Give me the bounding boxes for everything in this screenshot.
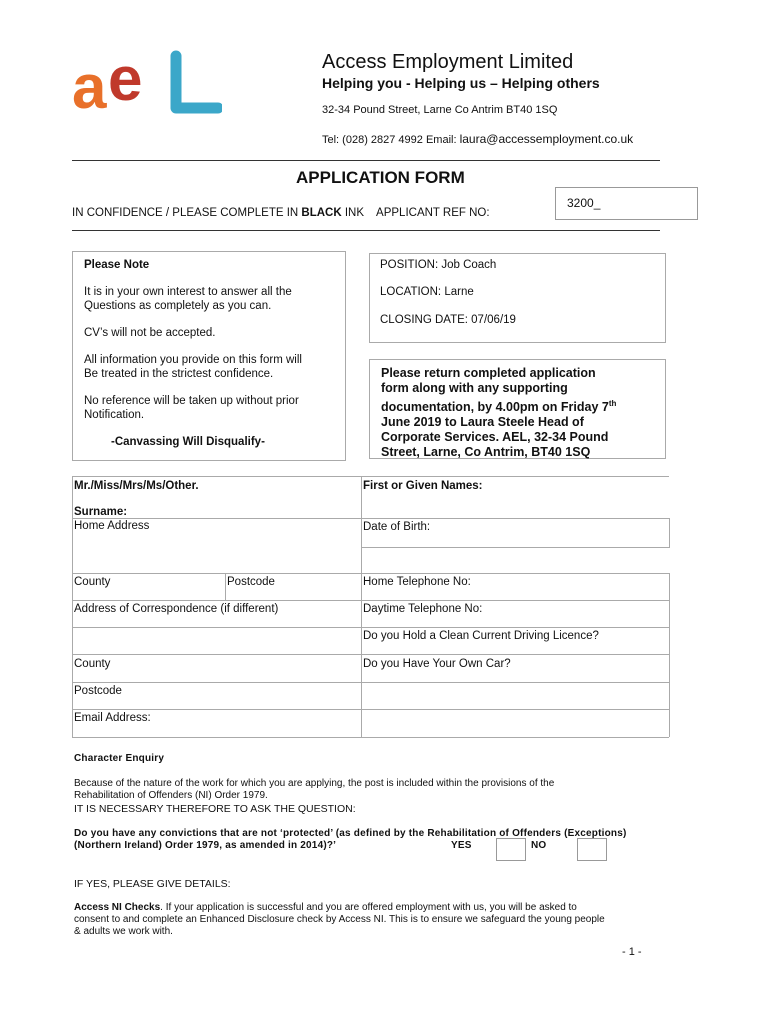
corr-address-field[interactable]: Address of Correspondence (if different) bbox=[74, 603, 279, 615]
confidence-post: INK bbox=[341, 207, 365, 219]
note-p4a: No reference will be taken up without prior bbox=[84, 395, 299, 407]
grid-row5 bbox=[72, 627, 669, 628]
yes-checkbox[interactable] bbox=[496, 838, 526, 861]
header-rule bbox=[72, 160, 660, 161]
county2-field[interactable]: County bbox=[74, 658, 111, 670]
access-ni-t3: & adults we work with. bbox=[74, 926, 173, 937]
return-note-text bbox=[381, 366, 661, 460]
own-car-field[interactable]: Do you Have Your Own Car? bbox=[363, 658, 511, 670]
note-p1b: Questions as completely as you can. bbox=[84, 300, 272, 312]
return-l6: Street, Larne, Co Antrim, BT40 1SQ bbox=[381, 445, 591, 460]
company-tagline: Helping you - Helping us – Helping others bbox=[322, 75, 600, 91]
grid-row7 bbox=[72, 682, 669, 683]
logo-letter-e: e bbox=[108, 50, 143, 114]
yes-label: YES bbox=[451, 840, 472, 851]
day-tel-field[interactable]: Daytime Telephone No: bbox=[363, 603, 483, 615]
return-l5: Corporate Services. AEL, 32-34 Pound bbox=[381, 430, 609, 445]
company-name: Access Employment Limited bbox=[322, 51, 574, 73]
ref-label: APPLICANT REF NO: bbox=[376, 207, 490, 219]
email-link[interactable]: laura@accessemployment.co.uk bbox=[459, 132, 634, 146]
access-ni-line1 bbox=[74, 902, 577, 913]
title-rule bbox=[72, 230, 660, 231]
return-l3-text: documentation, by 4.00pm on Friday 7 bbox=[381, 400, 609, 415]
postcode-field[interactable]: Postcode bbox=[227, 576, 275, 588]
character-q1: Do you have any convictions that are not ‘protected’ (as defined by the Rehabilitation of Offenders (Exceptions) bbox=[74, 828, 627, 839]
no-checkbox[interactable] bbox=[577, 838, 607, 861]
details-label: IF YES, PLEASE GIVE DETAILS: bbox=[74, 878, 231, 890]
grid-right-dob bbox=[669, 518, 670, 547]
grid-top bbox=[72, 476, 669, 477]
location-text: LOCATION: Larne bbox=[380, 286, 474, 298]
position-box bbox=[369, 253, 666, 343]
note-p2: CV’s will not be accepted. bbox=[84, 327, 216, 339]
surname-field[interactable]: Surname: bbox=[74, 506, 128, 518]
note-p5: -Canvassing Will Disqualify- bbox=[111, 436, 265, 448]
postcode2-field[interactable]: Postcode bbox=[74, 685, 122, 697]
grid-right bbox=[669, 573, 670, 737]
note-p3a: All information you provide on this form will bbox=[84, 354, 302, 366]
position-text: POSITION: Job Coach bbox=[380, 259, 497, 271]
title-field[interactable]: Mr./Miss/Mrs/Ms/Other. bbox=[74, 480, 199, 492]
note-heading: Please Note bbox=[84, 259, 150, 271]
grid-mid bbox=[361, 476, 362, 737]
closing-date-text: CLOSING DATE: 07/06/19 bbox=[380, 314, 516, 326]
access-ni-t1: . If your application is successful and you are offered employment with us, you will be asked to bbox=[160, 902, 577, 913]
grid-row4 bbox=[72, 600, 669, 601]
confidence-black: BLACK bbox=[301, 207, 342, 219]
home-address-field[interactable]: Home Address bbox=[74, 520, 150, 532]
confidence-line bbox=[72, 207, 490, 219]
licence-field[interactable]: Do you Hold a Clean Current Driving Licence? bbox=[363, 630, 599, 642]
first-names-field[interactable]: First or Given Names: bbox=[363, 480, 483, 492]
grid-left bbox=[72, 476, 73, 737]
access-ni-bold: Access NI Checks bbox=[74, 902, 161, 913]
note-p4b: Notification. bbox=[84, 409, 145, 421]
logo-letter-l bbox=[176, 56, 218, 108]
character-p1b: Rehabilitation of Offenders (NI) Order 1979. bbox=[74, 790, 268, 801]
grid-row2-right bbox=[361, 547, 670, 548]
return-l3 bbox=[381, 396, 661, 415]
return-l4: June 2019 to Laura Steele Head of bbox=[381, 415, 584, 430]
grid-row6 bbox=[72, 654, 669, 655]
character-heading: Character Enquiry bbox=[74, 753, 165, 764]
character-p1a: Because of the nature of the work for which you are applying, the post is included within the provisions of the bbox=[74, 778, 555, 789]
tel-label: Tel: (028) 2827 4992 Email: bbox=[322, 134, 460, 146]
ref-value: 3200_ bbox=[567, 196, 601, 210]
grid-row3 bbox=[72, 573, 669, 574]
logo-letter-a: a bbox=[72, 53, 107, 120]
home-tel-field[interactable]: Home Telephone No: bbox=[363, 576, 471, 588]
dob-field[interactable]: Date of Birth: bbox=[363, 521, 431, 533]
grid-row1 bbox=[72, 518, 670, 519]
confidence-pre: IN CONFIDENCE / PLEASE COMPLETE IN bbox=[72, 207, 302, 219]
return-note-box bbox=[369, 359, 666, 459]
return-l1: Please return completed application bbox=[381, 366, 596, 380]
page-number: - 1 - bbox=[622, 946, 642, 958]
no-label: NO bbox=[531, 840, 547, 851]
return-l2: form along with any supporting bbox=[381, 381, 568, 395]
note-p3b: Be treated in the strictest confidence. bbox=[84, 368, 274, 380]
please-note-box bbox=[72, 251, 346, 461]
character-q2: (Northern Ireland) Order 1979, as amended in 2014)?’ bbox=[74, 840, 337, 851]
grid-row8 bbox=[72, 709, 669, 710]
grid-bottom bbox=[72, 737, 669, 738]
email-field[interactable]: Email Address: bbox=[74, 712, 151, 724]
county-field[interactable]: County bbox=[74, 576, 111, 588]
company-contact bbox=[322, 132, 633, 146]
ael-logo bbox=[72, 50, 222, 120]
return-sup: th bbox=[608, 399, 617, 408]
access-ni-t2: consent to and complete an Enhanced Disclosure check by Access NI. This is to ensure we safeguard the young people bbox=[74, 914, 605, 925]
form-title: APPLICATION FORM bbox=[296, 168, 465, 187]
company-address: 32-34 Pound Street, Larne Co Antrim BT40 1SQ bbox=[322, 104, 558, 116]
applicant-ref-field[interactable] bbox=[555, 187, 698, 220]
note-p1a: It is in your own interest to answer all the bbox=[84, 286, 292, 298]
grid-postcode-divider bbox=[225, 573, 226, 600]
character-p2: IT IS NECESSARY THEREFORE TO ASK THE QUESTION: bbox=[74, 803, 356, 815]
